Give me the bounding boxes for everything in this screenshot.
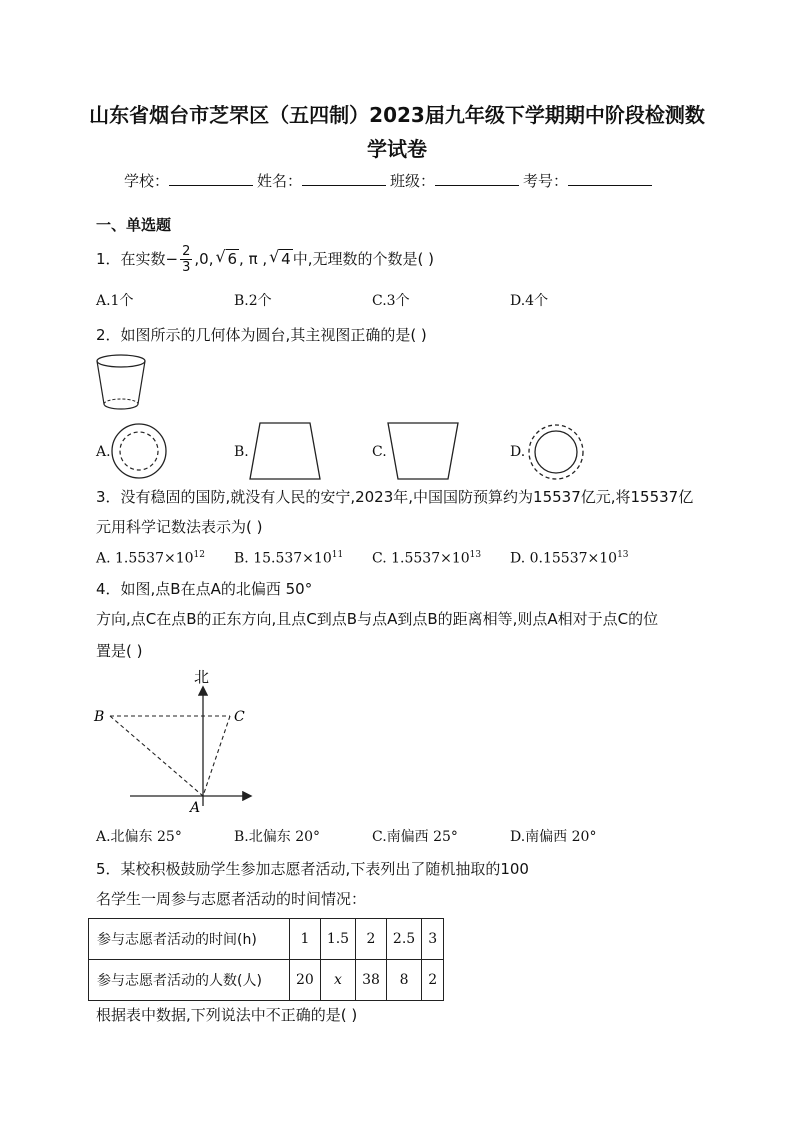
- question-5-line-2: 名学生一周参与志愿者活动的时间情况：: [96, 890, 367, 908]
- q3-d-exp: 13: [617, 550, 629, 560]
- q3-option-d[interactable]: [510, 550, 629, 567]
- number-blank[interactable]: [568, 171, 652, 186]
- school-blank[interactable]: [169, 171, 253, 186]
- q2-option-a[interactable]: A.: [96, 444, 111, 460]
- q4-option-a[interactable]: A.北偏东 25°: [96, 829, 182, 845]
- q2-option-c[interactable]: C.: [372, 444, 387, 460]
- table-cell: 3: [422, 919, 444, 960]
- q1-option-b[interactable]: B.2个: [234, 293, 272, 309]
- title-line-1: 山东省烟台市芝罘区（五四制）2023届九年级下学期期中阶段检测数: [89, 103, 705, 127]
- table-row: [89, 960, 444, 1001]
- q1-option-d[interactable]: D.4个: [510, 293, 549, 309]
- q4-option-b[interactable]: B.北偏东 20°: [234, 829, 321, 845]
- question-5-after: 根据表中数据,下列说法中不正确的是( ): [96, 1006, 358, 1024]
- q2-option-b[interactable]: B.: [234, 444, 249, 460]
- question-4-line-2: 方向,点C在点B的正东方向,且点C到点B与点A到点B的距离相等,则点A相对于点C的位: [96, 610, 659, 628]
- title-line-2: 学试卷: [367, 137, 427, 161]
- student-info: [124, 170, 656, 191]
- q1-suffix: 中,无理数的个数是( ): [292, 250, 434, 268]
- q2-option-d[interactable]: D.: [510, 444, 526, 460]
- table-cell: 1: [290, 919, 321, 960]
- q2-option-c-figure: [384, 420, 464, 482]
- volunteer-table: [88, 918, 444, 1001]
- q3-b-base: B. 15.537×10: [234, 550, 332, 567]
- q3-option-b[interactable]: [234, 550, 343, 567]
- question-3-line-1: 3．没有稳固的国防,就没有人民的安宁,2023年,中国国防预算约为15537亿元,将15537亿: [96, 488, 694, 506]
- q2-option-a-figure: [110, 422, 168, 480]
- q1-mid: ,0,: [194, 250, 214, 268]
- q1-option-a[interactable]: A.1个: [96, 293, 134, 309]
- row1-header: 参与志愿者活动的时间(h): [89, 919, 290, 960]
- school-label: 学校：: [124, 172, 170, 190]
- line-ab: [110, 716, 203, 796]
- name-label: 姓名：: [257, 172, 303, 190]
- q3-option-a[interactable]: [96, 550, 205, 567]
- q3-a-base: A. 1.5537×10: [96, 550, 194, 567]
- q1-pi: , π ,: [239, 250, 268, 268]
- q3-c-base: C. 1.5537×10: [372, 550, 470, 567]
- page-title: [80, 98, 714, 166]
- class-label: 班级：: [390, 172, 436, 190]
- q3-option-c[interactable]: [372, 550, 481, 567]
- table-cell: 2: [422, 960, 444, 1001]
- table-cell: 1.5: [320, 919, 355, 960]
- question-1: [96, 244, 434, 275]
- direction-diagram: [90, 666, 270, 820]
- table-cell: 2.5: [386, 919, 421, 960]
- table-row: [89, 919, 444, 960]
- q1-neg: −: [165, 250, 179, 268]
- table-cell: 2: [356, 919, 387, 960]
- table-cell: x: [320, 960, 355, 1001]
- table-cell: 38: [356, 960, 387, 1001]
- point-c-label: C: [234, 709, 245, 725]
- line-ac: [203, 716, 230, 796]
- table-cell: 20: [290, 960, 321, 1001]
- question-4-line-3: 置是( ): [96, 642, 143, 660]
- q1-option-c[interactable]: C.3个: [372, 293, 410, 309]
- q1-rad2: 4: [281, 250, 291, 268]
- question-5-line-1: 5．某校积极鼓励学生参加志愿者活动,下表列出了随机抽取的100: [96, 860, 529, 878]
- question-2: 2．如图所示的几何体为圆台,其主视图正确的是( ): [96, 326, 427, 344]
- q3-b-exp: 11: [331, 550, 344, 560]
- q1-sqrt6: √ 6: [215, 247, 238, 268]
- frustum-figure: [94, 352, 148, 416]
- point-a-label: A: [190, 800, 201, 816]
- q3-d-base: D. 0.15537×10: [510, 550, 618, 567]
- q1-den: 3: [182, 260, 191, 275]
- question-4-line-1: 4．如图,点B在点A的北偏西 50°: [96, 580, 313, 598]
- row2-header: 参与志愿者活动的人数(人): [89, 960, 290, 1001]
- q1-num: 2: [182, 244, 191, 259]
- question-3-line-2: 元用科学记数法表示为( ): [96, 518, 263, 536]
- number-label: 考号：: [523, 172, 569, 190]
- q3-c-exp: 13: [469, 550, 482, 560]
- point-b-label: B: [94, 709, 105, 725]
- q4-option-c[interactable]: C.南偏西 25°: [372, 829, 458, 845]
- q1-rad1: 6: [227, 250, 238, 268]
- section-heading: 一、单选题: [96, 216, 172, 234]
- q2-option-b-figure: [246, 420, 326, 482]
- q2-option-d-figure: [526, 422, 586, 482]
- q1-prefix: 1．在实数: [96, 250, 166, 268]
- table-cell: 8: [386, 960, 421, 1001]
- class-blank[interactable]: [435, 171, 519, 186]
- north-label: 北: [194, 668, 210, 686]
- q1-sqrt4: √ 4: [269, 247, 291, 268]
- q1-fraction: [180, 244, 192, 275]
- name-blank[interactable]: [302, 171, 386, 186]
- q3-a-exp: 12: [193, 550, 205, 560]
- q4-option-d[interactable]: D.南偏西 20°: [510, 829, 597, 845]
